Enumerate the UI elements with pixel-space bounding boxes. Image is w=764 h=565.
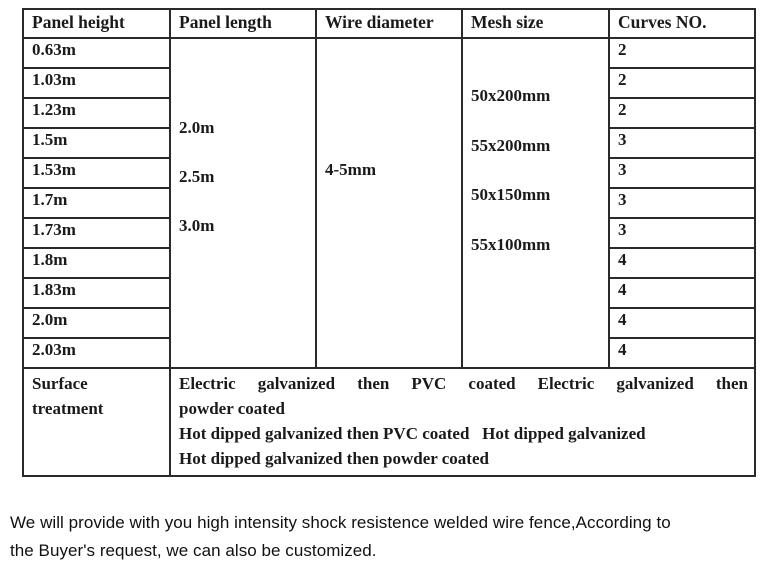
surface-option-line: powder coated xyxy=(179,399,285,418)
panel-length-cell xyxy=(170,38,316,368)
table-row xyxy=(23,38,755,68)
specification-table xyxy=(22,8,756,477)
mesh-size-value: 55x200mm xyxy=(471,135,551,155)
header-wire-diameter: Wire diameter xyxy=(316,9,462,38)
curves-cell: 3 xyxy=(609,158,755,188)
curves-cell: 4 xyxy=(609,248,755,278)
description-line: the Buyer's request, we can also be customized. xyxy=(10,541,377,560)
header-panel-length: Panel length xyxy=(170,9,316,38)
surface-label-line: Surface xyxy=(32,374,88,393)
header-curves-no: Curves NO. xyxy=(609,9,755,38)
mesh-size-value: 50x200mm xyxy=(471,86,551,105)
mesh-size-cell xyxy=(462,38,609,368)
panel-height-cell: 1.73m xyxy=(23,218,170,248)
mesh-size-value: 55x100mm xyxy=(471,234,551,254)
curves-cell: 4 xyxy=(609,308,755,338)
description-paragraph xyxy=(10,509,762,565)
mesh-size-value: 50x150mm xyxy=(471,185,551,204)
panel-height-cell: 1.53m xyxy=(23,158,170,188)
table-header-row xyxy=(23,9,755,38)
surface-treatment-options xyxy=(170,368,755,476)
header-panel-height: Panel height xyxy=(23,9,170,38)
panel-height-cell: 2.0m xyxy=(23,308,170,338)
surface-option-line: Hot dipped galvanized then powder coated xyxy=(179,449,489,468)
panel-height-cell: 0.63m xyxy=(23,38,170,68)
curves-cell: 2 xyxy=(609,68,755,98)
surface-option-line: Hot dipped galvanized then PVC coated Hot dipped galvanized xyxy=(179,424,646,443)
panel-length-value: 2.0m xyxy=(179,118,215,137)
panel-height-cell: 1.03m xyxy=(23,68,170,98)
curves-cell: 4 xyxy=(609,278,755,308)
panel-height-cell: 1.23m xyxy=(23,98,170,128)
wire-diameter-value: 4-5mm xyxy=(325,160,376,179)
header-mesh-size: Mesh size xyxy=(462,9,609,38)
surface-treatment-label xyxy=(23,368,170,476)
curves-cell: 2 xyxy=(609,98,755,128)
panel-height-cell: 1.83m xyxy=(23,278,170,308)
panel-height-cell: 1.5m xyxy=(23,128,170,158)
panel-height-cell: 1.8m xyxy=(23,248,170,278)
panel-height-cell: 1.7m xyxy=(23,188,170,218)
wire-diameter-cell xyxy=(316,38,462,368)
surface-treatment-row xyxy=(23,368,755,476)
curves-cell: 3 xyxy=(609,188,755,218)
curves-cell: 2 xyxy=(609,38,755,68)
curves-cell: 4 xyxy=(609,338,755,368)
curves-cell: 3 xyxy=(609,128,755,158)
description-line: We will provide with you high intensity shock resistence welded wire fence,According to xyxy=(10,513,671,532)
panel-length-value: 2.5m xyxy=(179,167,215,186)
panel-length-value: 3.0m xyxy=(179,216,215,235)
panel-height-cell: 2.03m xyxy=(23,338,170,368)
curves-cell: 3 xyxy=(609,218,755,248)
surface-label-line: treatment xyxy=(32,399,104,418)
surface-option-line: Electric galvanized then PVC coated Electric galvanized then xyxy=(179,374,748,393)
